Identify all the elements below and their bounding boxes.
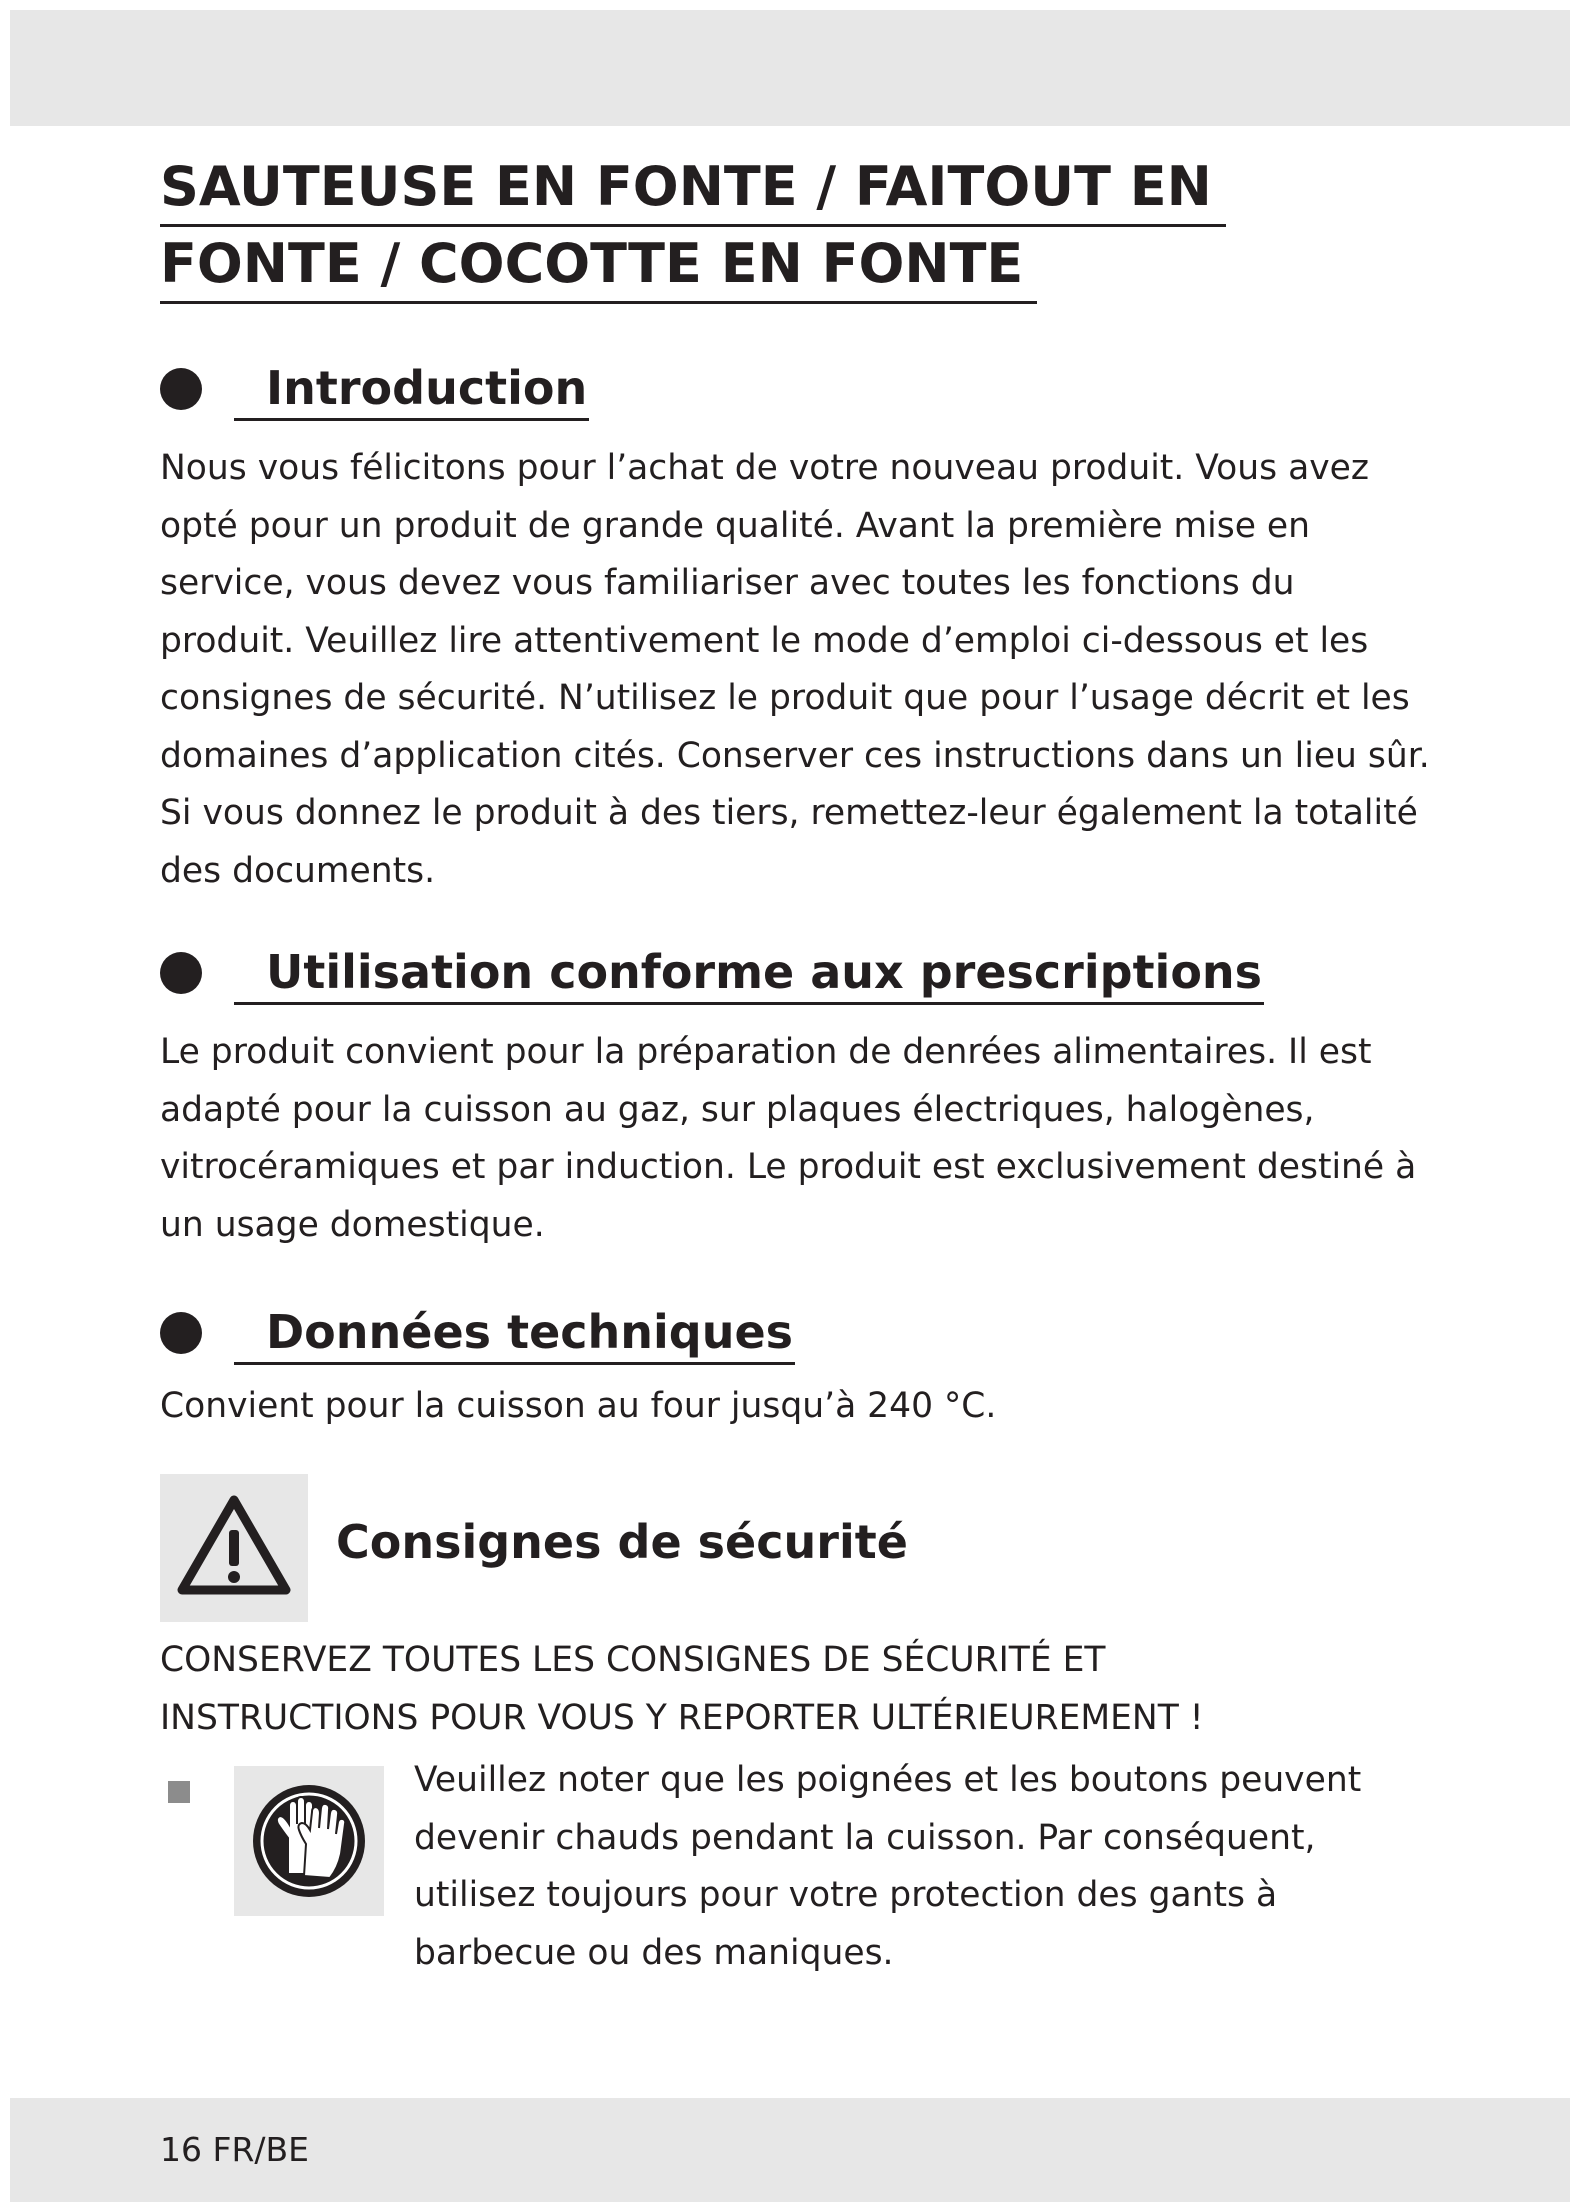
intended-use-paragraph: Le produit convient pour la préparation de denrées alimentaires. Il est adapté pour la cuisson au gaz, sur plaques électriques, halogènes, vitrocéramiques et par induction. Le produit est exclusivement destiné à un usage domestique. <box>160 1032 1417 1245</box>
safety-notice <box>160 1632 1460 1747</box>
safety-heading: Consignes de sécurité <box>336 1515 908 1569</box>
section-heading-text: Utilisation conforme aux prescriptions <box>234 942 1264 1005</box>
section-heading-text: Introduction <box>234 358 589 421</box>
section-heading-introduction <box>160 358 589 420</box>
section-heading-technical-data <box>160 1302 795 1364</box>
page-number: 16 FR/BE <box>160 2130 309 2169</box>
introduction-paragraph: Nous vous félicitons pour l’achat de votre nouveau produit. Vous avez opté pour un produit de grande qualité. Avant la première mise en service, vous devez vous familiariser avec toutes les fonctions du produit. Veuillez lire attentivement le mode d’emploi ci-dessous et les consignes de sécurité. N’utilisez le produit que pour l’usage décrit et les domaines d’application cités. Conserver ces instructions dans un lieu sûr. Si vous donnez le produit à des tiers, remettez-leur également la totalité des documents. <box>160 448 1430 891</box>
bullet-icon <box>160 368 202 410</box>
bullet-icon <box>160 1312 202 1354</box>
header-band <box>10 10 1570 126</box>
technical-data-paragraph: Convient pour la cuisson au four jusqu’à 240 °C. <box>160 1386 997 1426</box>
section-heading-intended-use <box>160 942 1264 1004</box>
title-line-2: FONTE / COCOTTE EN FONTE <box>160 227 1037 304</box>
title-line-1: SAUTEUSE EN FONTE / FAITOUT EN <box>160 150 1226 227</box>
section-heading-text: Données techniques <box>234 1302 795 1365</box>
document-title <box>160 150 1212 304</box>
warning-icon <box>160 1474 308 1622</box>
safety-item-text: Veuillez noter que les poignées et les boutons peuvent devenir chauds pendant la cuisson. Par conséquent, utilisez toujours pour votre protection des gants à barbecue ou des maniques. <box>414 1760 1362 1973</box>
gloves-icon <box>234 1766 384 1916</box>
square-bullet-icon <box>168 1781 190 1803</box>
safety-notice-line-1: CONSERVEZ TOUTES LES CONSIGNES DE SÉCURITÉ ET <box>160 1640 1106 1680</box>
safety-notice-line-2: INSTRUCTIONS POUR VOUS Y REPORTER ULTÉRIEUREMENT ! <box>160 1697 1204 1738</box>
bullet-icon <box>160 952 202 994</box>
